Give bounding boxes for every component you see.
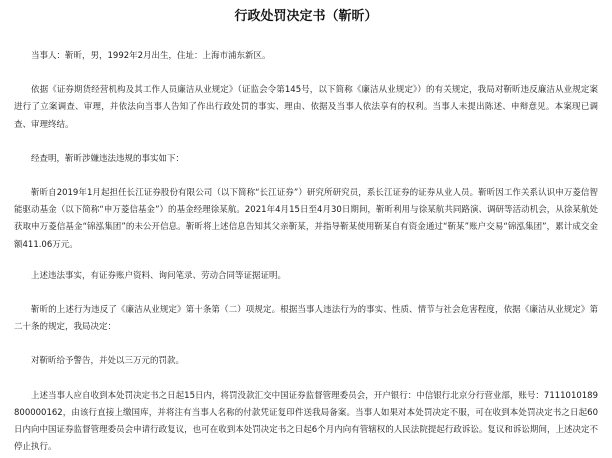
document-title: 行政处罚决定书（靳昕） <box>234 9 378 24</box>
paragraph-violation: 靳昕的上述行为违反了《廉洁从业规定》第十条第（二）项规定。根据当事人违法行为的事实、性质、情节与社会危害程度，依据《廉洁从业规定》第二十条的规定，我局决定： <box>14 305 598 333</box>
paragraph-facts: 靳昕自2019年1月起担任长江证券股份有限公司（以下简称“长江证券”）研究所研究员，系长江证券的证券从业人员。靳昕因工作关系认识申万菱信智能驱动基金（以下简称“申万菱信基金”）的基金经理徐某航。2021年4月15日至4月30日期间，靳昕利用与徐某航共同路演、调研等活动机会，从徐某航处获取申万菱信基金“锦泓集团”的未公开信息。靳昕将上述信息告知其父亲靳某，并指导靳某使用靳某自有资金通过“靳某”账户交易“锦泓集团”，累计成交金额411.06万元。 <box>14 188 598 250</box>
paragraph-party: 当事人：靳昕，男，1992年2月出生，住址：上海市浦东新区。 <box>31 51 271 61</box>
paragraph-payment-instructions: 上述当事人应自收到本处罚决定书之日起15日内，将罚没款汇交中国证券监督管理委员会，开户银行：中信银行北京分行营业部，账号：7111010189800000162，由该行直接上缴国库，并将注有当事人名称的付款凭证复印件送我局备案。当事人如果对本处罚决定不服，可在收到本处罚决定书之日起60日内向中国证券监督管理委员会申请行政复议，也可在收到本处罚决定书之日起6个月内向有管辖权的人民法院提起行政诉讼。复议和诉讼期间，上述决定不停止执行。 <box>14 390 598 453</box>
paragraph-evidence: 上述违法事实，有证券账户资料、询问笔录、劳动合同等证据证明。 <box>31 270 287 281</box>
paragraph-findings-intro: 经查明，靳昕涉嫌违法违规的事实如下： <box>31 153 185 164</box>
paragraph-basis: 依据《证券期货经营机构及其工作人员廉洁从业规定》（证监会令第145号，以下简称《廉洁从业规定》）的有关规定，我局对靳昕违反廉洁从业规定案进行了立案调查、审理，并依法向当事人告知了作出行政处罚的事实、理由、依据及当事人依法享有的权利。当事人未提出陈述、申辩意见。本案现已调查、审理终结。 <box>14 85 598 130</box>
paragraph-penalty: 对靳昕给予警告，并处以三万元的罚款。 <box>31 356 185 367</box>
